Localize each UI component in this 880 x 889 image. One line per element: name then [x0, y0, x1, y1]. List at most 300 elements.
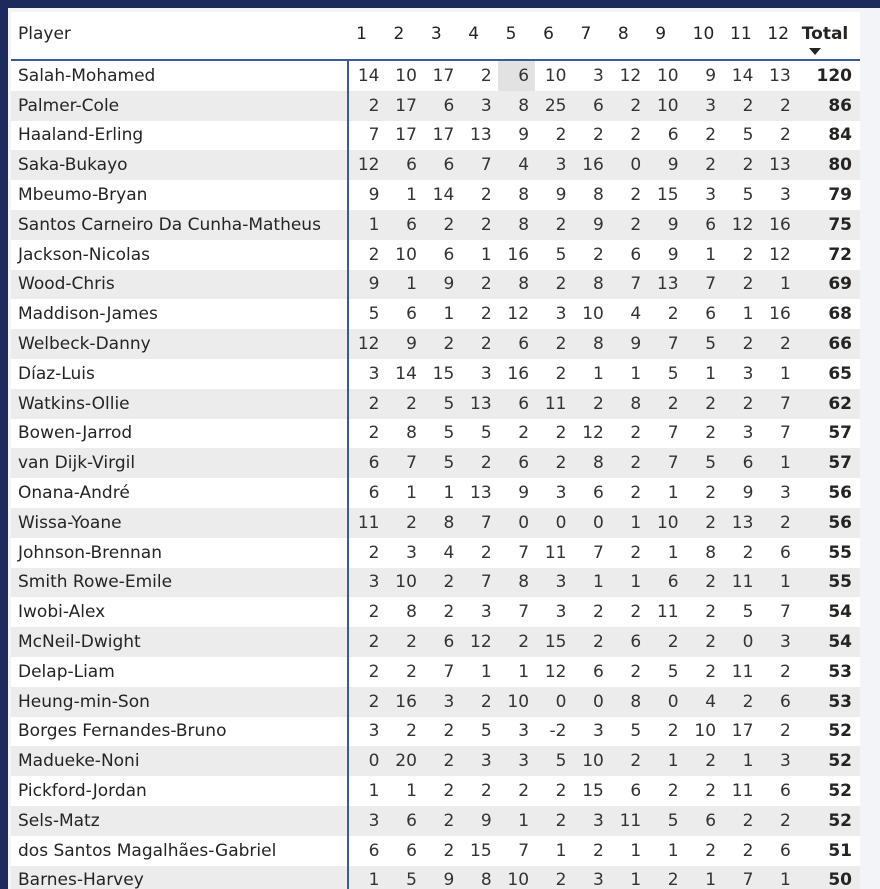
gameweek-points-cell: 1: [406, 185, 417, 206]
total-points-cell: 50: [797, 866, 860, 889]
gameweek-points-cell: 12: [460, 627, 497, 657]
gameweek-points-cell: 2: [535, 806, 572, 836]
gameweek-points-cell: 0: [647, 687, 684, 717]
gameweek-points-cell: 1: [480, 244, 492, 265]
gameweek-points-cell: 6: [667, 125, 679, 146]
gameweek-points-cell: 11: [731, 661, 754, 682]
gameweek-points-cell: 2: [647, 866, 684, 889]
gameweek-points-cell: 0: [348, 746, 385, 776]
gameweek-points-cell: 8: [498, 210, 535, 240]
player-name-cell: Pickford-Jordan: [11, 776, 348, 806]
gameweek-points-cell: 5: [647, 806, 684, 836]
total-points-cell: 66: [797, 329, 860, 359]
gameweek-points-cell: 13: [722, 508, 759, 538]
player-name-cell: Delap-Liam: [11, 657, 348, 687]
gameweek-points-cell: 6: [685, 210, 722, 240]
player-name-cell: Bowen-Jarrod: [11, 419, 348, 449]
gameweek-points-cell: 8: [572, 270, 609, 300]
total-points-cell: 52: [797, 806, 860, 836]
gameweek-points-cell: 7: [647, 329, 684, 359]
gameweek-points-cell: 6: [406, 840, 417, 861]
gameweek-points-cell: 3: [759, 627, 796, 657]
report-canvas: [8, 8, 880, 889]
table-row[interactable]: [11, 568, 860, 598]
gameweek-points-cell: 3: [480, 363, 492, 384]
gameweek-points-cell: 6: [572, 91, 609, 121]
gameweek-points-cell: 2: [460, 448, 497, 478]
player-points-table: [11, 12, 860, 889]
gameweek-points-cell: 2: [630, 125, 642, 146]
table-row[interactable]: [11, 866, 860, 889]
gameweek-points-cell: 2: [647, 389, 684, 419]
gameweek-points-cell: 10: [647, 91, 684, 121]
player-name-cell: Borges Fernandes-Bruno: [11, 717, 348, 747]
gameweek-points-cell: 2: [630, 483, 642, 504]
gameweek-points-cell: 7: [460, 568, 497, 598]
gameweek-points-cell: 2: [572, 389, 609, 419]
gameweek-points-cell: 5: [742, 185, 754, 206]
gameweek-points-cell: 1: [443, 483, 455, 504]
table-row[interactable]: [11, 150, 860, 180]
gameweek-points-cell: 17: [386, 91, 423, 121]
table-row[interactable]: [11, 776, 860, 806]
total-points-cell: 75: [797, 210, 860, 240]
gameweek-points-cell: 2: [423, 329, 460, 359]
gameweek-points-cell: 2: [759, 806, 796, 836]
gameweek-points-cell: 2: [722, 389, 759, 419]
gameweek-points-cell: 0: [572, 687, 609, 717]
gameweek-points-cell: 2: [593, 244, 604, 265]
table-row[interactable]: [11, 746, 860, 776]
gameweek-points-cell: 2: [386, 508, 423, 538]
gameweek-points-cell: 4: [630, 304, 642, 325]
gameweek-points-cell: 6: [593, 483, 604, 504]
gameweek-points-cell: 2: [460, 270, 497, 300]
gameweek-points-cell: 2: [722, 806, 759, 836]
total-points-cell: 72: [828, 244, 852, 265]
gameweek-points-cell: 14: [395, 363, 417, 384]
gameweek-points-cell: 8: [423, 508, 460, 538]
table-row[interactable]: [11, 687, 860, 717]
gameweek-points-cell: 6: [348, 448, 385, 478]
gameweek-points-cell: 2: [705, 483, 717, 504]
gameweek-points-cell: 1: [555, 840, 567, 861]
gameweek-points-cell: 10: [582, 304, 604, 325]
gameweek-points-cell: 2: [368, 542, 380, 563]
gameweek-points-cell: 6: [685, 806, 722, 836]
sort-descending-icon[interactable]: [809, 48, 821, 55]
gameweek-points-cell: 2: [630, 185, 642, 206]
gameweek-points-cell: 2: [722, 91, 759, 121]
table-row[interactable]: [11, 657, 860, 687]
gameweek-points-cell: 2: [423, 210, 460, 240]
total-points-cell: 57: [828, 423, 852, 444]
gameweek-points-cell: 8: [460, 866, 497, 889]
total-points-cell: 52: [797, 746, 860, 776]
player-name-cell: Welbeck-Danny: [11, 329, 348, 359]
gameweek-points-cell: 12: [619, 65, 642, 86]
gameweek-points-cell: 6: [423, 627, 460, 657]
gameweek-points-cell: 7: [386, 448, 423, 478]
gameweek-points-cell: 6: [610, 627, 647, 657]
player-name-cell: Onana-André: [11, 478, 348, 508]
gameweek-points-cell: 2: [779, 721, 791, 742]
gameweek-points-cell: 15: [582, 781, 604, 802]
gameweek-points-cell: 8: [610, 687, 647, 717]
gameweek-points-cell: 9: [518, 125, 530, 146]
column-header-gameweek[interactable]: 8: [610, 12, 647, 60]
player-name-cell: Barnes-Harvey: [11, 866, 348, 889]
table-row[interactable]: [11, 538, 860, 568]
gameweek-points-cell: 6: [759, 687, 796, 717]
column-header-gameweek[interactable]: 4: [460, 12, 497, 60]
table-row[interactable]: [11, 240, 860, 270]
player-name-cell: McNeil-Dwight: [11, 627, 348, 657]
gameweek-points-cell: 2: [630, 423, 642, 444]
gameweek-points-cell: 2: [368, 244, 380, 265]
gameweek-points-cell: 9: [667, 244, 679, 265]
gameweek-points-cell: 2: [685, 508, 722, 538]
total-points-cell: 55: [797, 568, 860, 598]
table-row[interactable]: [11, 60, 860, 91]
gameweek-points-cell: 20: [386, 746, 423, 776]
gameweek-points-cell: 16: [386, 687, 423, 717]
gameweek-points-cell: 1: [386, 270, 423, 300]
gameweek-points-cell: 7: [443, 661, 455, 682]
table-row[interactable]: [11, 806, 860, 836]
table-row[interactable]: [11, 448, 860, 478]
gameweek-points-cell: 5: [667, 363, 679, 384]
gameweek-points-cell: 2: [630, 661, 642, 682]
table-row[interactable]: [11, 419, 860, 449]
gameweek-points-cell: 11: [610, 806, 647, 836]
gameweek-points-cell: 2: [630, 602, 642, 623]
table-row[interactable]: [11, 836, 860, 866]
gameweek-points-cell: 7: [518, 840, 530, 861]
gameweek-points-cell: 2: [480, 781, 492, 802]
total-points-cell: 51: [828, 840, 852, 861]
gameweek-points-cell: 5: [742, 602, 754, 623]
gameweek-points-cell: 7: [460, 508, 497, 538]
gameweek-points-cell: 2: [518, 423, 530, 444]
gameweek-points-cell: 10: [386, 568, 423, 598]
gameweek-points-cell: 3: [535, 150, 572, 180]
total-points-cell: 56: [797, 508, 860, 538]
player-name-cell: Sels-Matz: [11, 806, 348, 836]
total-points-cell: 52: [828, 721, 852, 742]
gameweek-points-cell: 11: [535, 389, 572, 419]
gameweek-points-cell: 9: [555, 185, 567, 206]
gameweek-points-cell: 9: [386, 329, 423, 359]
gameweek-points-cell: 6: [386, 150, 423, 180]
gameweek-points-cell: 2: [348, 627, 385, 657]
gameweek-points-cell: 6: [630, 244, 642, 265]
gameweek-points-cell: 2: [555, 363, 567, 384]
gameweek-points-cell: 2: [610, 91, 647, 121]
gameweek-points-cell: 13: [769, 65, 791, 86]
column-header-gameweek[interactable]: 1: [348, 12, 385, 60]
gameweek-points-cell: 1: [779, 363, 791, 384]
gameweek-points-cell: 17: [432, 125, 455, 146]
gameweek-points-cell: 2: [705, 781, 717, 802]
total-points-cell: 65: [828, 363, 852, 384]
gameweek-points-cell: 1: [722, 746, 759, 776]
gameweek-points-cell: 2: [460, 210, 497, 240]
gameweek-points-cell: 5: [685, 448, 722, 478]
gameweek-points-cell: 2: [705, 602, 717, 623]
gameweek-points-cell: 2: [779, 125, 791, 146]
gameweek-points-cell: 3: [705, 185, 717, 206]
gameweek-points-cell: 2: [722, 270, 759, 300]
gameweek-points-cell: 2: [423, 806, 460, 836]
gameweek-points-cell: 2: [348, 687, 385, 717]
gameweek-points-cell: 7: [610, 270, 647, 300]
gameweek-points-cell: 1: [742, 304, 754, 325]
gameweek-points-cell: 0: [498, 508, 535, 538]
gameweek-points-cell: 13: [759, 150, 796, 180]
table-row[interactable]: [11, 210, 860, 240]
player-name-cell: Díaz-Luis: [11, 359, 348, 389]
gameweek-points-cell: 8: [610, 389, 647, 419]
gameweek-points-cell: 6: [647, 568, 684, 598]
gameweek-points-cell: 3: [593, 65, 604, 86]
total-points-cell: 79: [828, 185, 852, 206]
total-points-cell: 120: [816, 65, 852, 86]
column-header-gameweek[interactable]: 6: [535, 12, 572, 60]
gameweek-points-cell: 6: [386, 806, 423, 836]
gameweek-points-cell: 2: [667, 721, 679, 742]
gameweek-points-cell: 2: [480, 65, 492, 86]
gameweek-points-cell: 6: [498, 389, 535, 419]
gameweek-points-cell: 16: [507, 363, 530, 384]
gameweek-points-cell: 2: [443, 840, 455, 861]
table-row[interactable]: [11, 508, 860, 538]
gameweek-points-cell: 7: [685, 270, 722, 300]
gameweek-points-cell: 6: [386, 210, 423, 240]
gameweek-points-cell: 11: [731, 781, 754, 802]
gameweek-points-cell: 2: [685, 150, 722, 180]
gameweek-points-cell: 2: [498, 627, 535, 657]
gameweek-points-cell: 3: [368, 363, 380, 384]
gameweek-points-cell: 7: [779, 423, 791, 444]
gameweek-points-cell: 7: [779, 602, 791, 623]
column-header-gameweek[interactable]: 10: [685, 12, 722, 60]
gameweek-points-cell: 2: [535, 329, 572, 359]
gameweek-points-cell: 2: [443, 781, 455, 802]
gameweek-points-cell: 3: [685, 91, 722, 121]
gameweek-points-cell: 2: [742, 244, 754, 265]
gameweek-points-cell: 2: [423, 746, 460, 776]
gameweek-points-cell: 10: [656, 65, 679, 86]
gameweek-points-cell: 25: [535, 91, 572, 121]
gameweek-points-cell: 12: [582, 423, 604, 444]
total-points-cell: 53: [828, 661, 852, 682]
gameweek-points-cell: 7: [518, 602, 530, 623]
total-points-cell: 55: [828, 542, 852, 563]
gameweek-points-cell: 7: [722, 866, 759, 889]
column-header-gameweek[interactable]: 2: [386, 12, 423, 60]
gameweek-points-cell: 3: [742, 363, 754, 384]
player-name-cell: Smith Rowe-Emile: [11, 568, 348, 598]
gameweek-points-cell: 14: [357, 65, 380, 86]
total-points-cell: 54: [828, 602, 852, 623]
gameweek-points-cell: 12: [348, 329, 385, 359]
total-points-cell: 80: [797, 150, 860, 180]
gameweek-points-cell: 1: [518, 661, 530, 682]
gameweek-points-cell: 2: [348, 389, 385, 419]
gameweek-points-cell: 2: [555, 423, 567, 444]
table-row[interactable]: [11, 270, 860, 300]
gameweek-points-cell: 4: [443, 542, 455, 563]
gameweek-points-cell: 3: [779, 483, 791, 504]
gameweek-points-cell: 5: [423, 389, 460, 419]
column-header-gameweek[interactable]: 11: [722, 12, 759, 60]
gameweek-points-cell: 2: [647, 627, 684, 657]
table-row[interactable]: [11, 717, 860, 747]
gameweek-points-cell: 1: [647, 746, 684, 776]
gameweek-points-cell: 11: [544, 542, 567, 563]
gameweek-points-cell: 12: [722, 210, 759, 240]
gameweek-points-cell: 15: [656, 185, 679, 206]
gameweek-points-cell: 9: [423, 866, 460, 889]
gameweek-points-cell: 6: [779, 840, 791, 861]
gameweek-points-cell: 5: [630, 721, 642, 742]
gameweek-points-cell: 2: [742, 542, 754, 563]
gameweek-points-cell: 2: [722, 150, 759, 180]
gameweek-points-cell: 0: [572, 508, 609, 538]
gameweek-points-cell: 5: [368, 304, 380, 325]
gameweek-points-cell: 8: [498, 568, 535, 598]
gameweek-points-cell: 2: [535, 448, 572, 478]
gameweek-points-cell: 2: [759, 91, 796, 121]
column-header-player[interactable]: Player: [11, 12, 348, 60]
player-name-cell: dos Santos Magalhães-Gabriel: [11, 836, 348, 866]
gameweek-points-cell: 7: [647, 448, 684, 478]
player-name-cell: Madueke-Noni: [11, 746, 348, 776]
table-row[interactable]: [11, 180, 860, 210]
gameweek-points-cell: 6: [779, 781, 791, 802]
gameweek-points-cell: 2: [685, 746, 722, 776]
gameweek-points-cell: 7: [593, 542, 604, 563]
table-row[interactable]: [11, 329, 860, 359]
player-name-cell: Wissa-Yoane: [11, 508, 348, 538]
gameweek-points-cell: 0: [535, 508, 572, 538]
gameweek-points-cell: 6: [593, 661, 604, 682]
gameweek-points-cell: 8: [406, 602, 417, 623]
gameweek-points-cell: 5: [423, 448, 460, 478]
gameweek-points-cell: 2: [406, 721, 417, 742]
gameweek-points-cell: 2: [705, 661, 717, 682]
gameweek-points-cell: 2: [593, 840, 604, 861]
table-row[interactable]: [11, 91, 860, 121]
total-points-cell: 54: [797, 627, 860, 657]
table-row[interactable]: [11, 627, 860, 657]
matrix-visual: [11, 12, 860, 889]
gameweek-points-cell: 1: [572, 568, 609, 598]
gameweek-points-cell: 2: [685, 389, 722, 419]
gameweek-points-cell: 6: [630, 781, 642, 802]
gameweek-points-cell: 3: [742, 423, 754, 444]
column-header-gameweek[interactable]: 9: [647, 12, 684, 60]
gameweek-points-cell: 1: [685, 866, 722, 889]
gameweek-points-cell: 1: [593, 363, 604, 384]
gameweek-points-cell: 6: [498, 60, 535, 91]
table-row[interactable]: [11, 597, 860, 627]
column-header-total[interactable]: [797, 12, 860, 60]
gameweek-points-cell: 6: [368, 840, 380, 861]
gameweek-points-cell: 3: [593, 721, 604, 742]
gameweek-points-cell: 2: [572, 627, 609, 657]
column-header-gameweek[interactable]: 12: [759, 12, 796, 60]
gameweek-points-cell: 9: [348, 270, 385, 300]
table-row[interactable]: [11, 299, 860, 329]
gameweek-points-cell: 2: [667, 781, 679, 802]
gameweek-points-cell: 12: [348, 150, 385, 180]
column-header-gameweek[interactable]: 7: [572, 12, 609, 60]
gameweek-points-cell: 2: [742, 840, 754, 861]
gameweek-points-cell: 13: [470, 483, 492, 504]
gameweek-points-cell: 9: [742, 483, 754, 504]
gameweek-points-cell: 17: [432, 65, 455, 86]
gameweek-points-cell: 5: [555, 244, 567, 265]
gameweek-points-cell: 1: [498, 806, 535, 836]
gameweek-points-cell: 2: [518, 781, 530, 802]
total-points-cell: 69: [797, 270, 860, 300]
gameweek-points-cell: 6: [705, 304, 717, 325]
gameweek-points-cell: 2: [368, 661, 380, 682]
gameweek-points-cell: -2: [549, 721, 567, 742]
gameweek-points-cell: 6: [722, 448, 759, 478]
gameweek-points-cell: 8: [593, 185, 604, 206]
table-row[interactable]: [11, 478, 860, 508]
total-points-cell: 84: [828, 125, 852, 146]
table-row[interactable]: [11, 121, 860, 151]
gameweek-points-cell: 6: [498, 329, 535, 359]
gameweek-points-cell: 5: [667, 661, 679, 682]
gameweek-points-cell: 1: [759, 448, 796, 478]
total-points-cell: 56: [828, 483, 852, 504]
gameweek-points-cell: 13: [647, 270, 684, 300]
gameweek-points-cell: 3: [423, 687, 460, 717]
gameweek-points-cell: 8: [498, 270, 535, 300]
column-header-gameweek[interactable]: 5: [498, 12, 535, 60]
gameweek-points-cell: 3: [759, 746, 796, 776]
player-name-cell: van Dijk-Virgil: [11, 448, 348, 478]
total-points-cell: 57: [797, 448, 860, 478]
gameweek-points-cell: 5: [480, 423, 492, 444]
gameweek-points-cell: 2: [386, 389, 423, 419]
gameweek-points-cell: 6: [498, 448, 535, 478]
gameweek-points-cell: 3: [460, 91, 497, 121]
gameweek-points-cell: 10: [498, 687, 535, 717]
gameweek-points-cell: 7: [460, 150, 497, 180]
gameweek-points-cell: 8: [518, 185, 530, 206]
gameweek-points-cell: 2: [705, 840, 717, 861]
gameweek-points-cell: 10: [647, 508, 684, 538]
gameweek-points-cell: 3: [348, 568, 385, 598]
player-name-cell: Haaland-Erling: [11, 121, 348, 151]
gameweek-points-cell: 3: [518, 721, 530, 742]
table-row[interactable]: [11, 389, 860, 419]
player-name-cell: Iwobi-Alex: [11, 597, 348, 627]
gameweek-points-cell: 2: [610, 210, 647, 240]
gameweek-points-cell: 12: [544, 661, 567, 682]
column-header-gameweek[interactable]: 3: [423, 12, 460, 60]
table-row[interactable]: [11, 359, 860, 389]
gameweek-points-cell: 1: [610, 508, 647, 538]
gameweek-points-cell: 2: [610, 746, 647, 776]
gameweek-points-cell: 9: [572, 210, 609, 240]
